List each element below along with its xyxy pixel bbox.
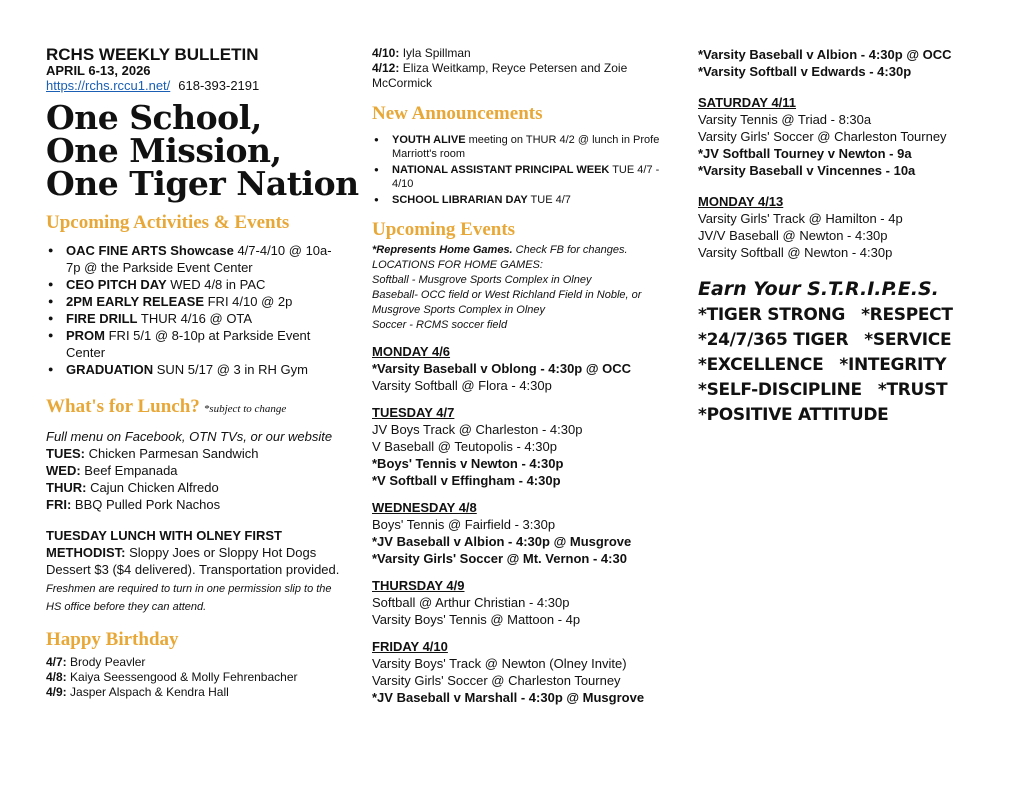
event-item: *Boys' Tennis v Newton - 4:30p: [372, 456, 564, 471]
announcements-heading: New Announcements: [372, 103, 543, 124]
bulletin-dates: APRIL 6-13, 2026: [46, 63, 151, 78]
event-item: Varsity Softball @ Flora - 4:30p: [372, 378, 552, 393]
events-heading: Upcoming Events: [372, 219, 516, 240]
column-left: [46, 45, 359, 700]
event-item: *Varsity Softball v Edwards - 4:30p: [698, 64, 912, 79]
special-lunch: TUESDAY LUNCH WITH OLNEY FIRST METHODIST: Sloppy Joes or Sloppy Hot Dogs Dessert $3 ($4 delivered). Transportation provided. Freshmen are required to turn in one permission slip to the HS office before they can attend.: [46, 528, 340, 613]
phone-number: 618-393-2191: [178, 78, 260, 93]
lunch-day: TUES: Chicken Parmesan Sandwich: [46, 446, 259, 461]
event-item: V Baseball @ Teutopolis - 4:30p: [372, 439, 557, 454]
event-item: Varsity Tennis @ Triad - 8:30a: [698, 112, 872, 127]
birthday-heading: Happy Birthday: [46, 629, 179, 650]
lunch-day: FRI: BBQ Pulled Pork Nachos: [46, 497, 221, 512]
event-item: *Varsity Girls' Soccer @ Mt. Vernon - 4:30: [372, 551, 627, 566]
event-item: *V Softball v Effingham - 4:30p: [372, 473, 561, 488]
column-middle: [372, 46, 672, 706]
list-item: ● 2PM EARLY RELEASE FRI 4/10 @ 2p: [66, 293, 346, 310]
birthday-item: 4/7: Brody Peavler: [46, 655, 146, 669]
event-item: *Varsity Baseball v Albion - 4:30p @ OCC: [698, 47, 952, 62]
event-day-heading: MONDAY 4/13: [698, 194, 784, 209]
event-item: Varsity Girls' Track @ Hamilton - 4p: [698, 211, 903, 226]
bulletin-title: RCHS WEEKLY BULLETIN: [46, 45, 259, 64]
event-day: [698, 193, 998, 261]
event-item: JV Boys Track @ Charleston - 4:30p: [372, 422, 583, 437]
stripes-line: *POSITIVE ATTITUDE: [698, 405, 889, 425]
event-item: Varsity Girls' Soccer @ Charleston Tourney: [372, 673, 621, 688]
birthday-item: 4/12: Eliza Weitkamp, Reyce Petersen and Zoie McCormick: [372, 61, 628, 90]
event-item: Varsity Boys' Tennis @ Mattoon - 4p: [372, 612, 581, 627]
stripes-title: Earn Your S.T.R.I.P.E.S.: [698, 278, 939, 300]
event-day-heading: TUESDAY 4/7: [372, 405, 455, 420]
event-item: Varsity Boys' Track @ Newton (Olney Invite): [372, 656, 627, 671]
event-item: Boys' Tennis @ Fairfield - 3:30p: [372, 517, 556, 532]
stripes-line: *TIGER STRONG *RESPECT: [698, 305, 953, 325]
birthday-item: 4/8: Kaiya Seessengood & Molly Fehrenbacher: [46, 670, 298, 684]
list-item: ● FIRE DRILL THUR 4/16 @ OTA: [66, 310, 346, 327]
event-item: Varsity Girls' Soccer @ Charleston Tourney: [698, 129, 947, 144]
activities-list: [46, 242, 346, 378]
announcements-list: [372, 133, 672, 207]
list-item: ● NATIONAL ASSISTANT PRINCIPAL WEEK TUE 4/7 - 4/10: [392, 163, 672, 191]
birthday-item: 4/9: Jasper Alspach & Kendra Hall: [46, 685, 229, 699]
event-item: *JV Baseball v Marshall - 4:30p @ Musgrove: [372, 690, 645, 705]
event-day: [372, 404, 672, 489]
motto-line: One Mission,: [46, 131, 282, 170]
event-day-heading: WEDNESDAY 4/8: [372, 500, 477, 515]
list-item: ● OAC FINE ARTS Showcase 4/7-4/10 @ 10a-7p @ the Parkside Event Center: [66, 242, 346, 276]
event-item: *JV Softball Tourney v Newton - 9a: [698, 146, 912, 161]
event-item: *Varsity Baseball v Oblong - 4:30p @ OCC: [372, 361, 632, 376]
event-day-heading: MONDAY 4/6: [372, 344, 451, 359]
stripes-block: [698, 277, 998, 428]
lunch-day: THUR: Cajun Chicken Alfredo: [46, 480, 219, 495]
list-item: ● CEO PITCH DAY WED 4/8 in PAC: [66, 276, 346, 293]
event-day: [372, 499, 672, 567]
stripes-line: *24/7/365 TIGER *SERVICE: [698, 330, 952, 350]
list-item: ● PROM FRI 5/1 @ 8-10p at Parkside Event Center: [66, 327, 346, 361]
motto-line: One Tiger Nation: [46, 164, 359, 203]
motto-line: One School,: [46, 98, 262, 137]
event-item: *JV Baseball v Albion - 4:30p @ Musgrove: [372, 534, 632, 549]
birthday-item: 4/10: Iyla Spillman: [372, 46, 471, 60]
event-item: JV/V Baseball @ Newton - 4:30p: [698, 228, 888, 243]
lunch-menu-note: Full menu on Facebook, OTN TVs, or our website: [46, 429, 333, 444]
lunch-note: *subject to change: [203, 403, 287, 415]
event-day: [372, 343, 672, 394]
event-day-heading: THURSDAY 4/9: [372, 578, 465, 593]
stripes-line: *EXCELLENCE *INTEGRITY: [698, 355, 947, 375]
events-notes: *Represents Home Games. Check FB for changes. LOCATIONS FOR HOME GAMES: Softball - Musgrove Sports Complex in Olney Baseball- OCC field or West Richland Field in Noble, or Musgrove Sports Complex in Olney Soccer - RCMS soccer field: [372, 244, 642, 331]
event-day: [698, 94, 998, 179]
list-item: ● YOUTH ALIVE meeting on THUR 4/2 @ lunch in Profe Marriott's room: [392, 133, 672, 161]
lunch-heading: What's for Lunch? *subject to change: [46, 396, 287, 417]
stripes-line: *SELF-DISCIPLINE *TRUST: [698, 380, 948, 400]
column-right: [698, 46, 998, 428]
event-day-heading: SATURDAY 4/11: [698, 95, 797, 110]
contact-line: [46, 78, 346, 93]
motto: [46, 98, 359, 203]
event-item: Softball @ Arthur Christian - 4:30p: [372, 595, 570, 610]
list-item: ● GRADUATION SUN 5/17 @ 3 in RH Gym: [66, 361, 346, 378]
event-day-heading: FRIDAY 4/10: [372, 639, 448, 654]
event-day: [372, 577, 672, 628]
event-day: [372, 638, 672, 706]
list-item: ● SCHOOL LIBRARIAN DAY TUE 4/7: [392, 193, 672, 207]
school-website-link[interactable]: https://rchs.rccu1.net/: [46, 78, 171, 93]
event-item: Varsity Softball @ Newton - 4:30p: [698, 245, 893, 260]
lunch-day: WED: Beef Empanada: [46, 463, 178, 478]
activities-heading: Upcoming Activities & Events: [46, 212, 290, 233]
event-item: *Varsity Baseball v Vincennes - 10a: [698, 163, 916, 178]
